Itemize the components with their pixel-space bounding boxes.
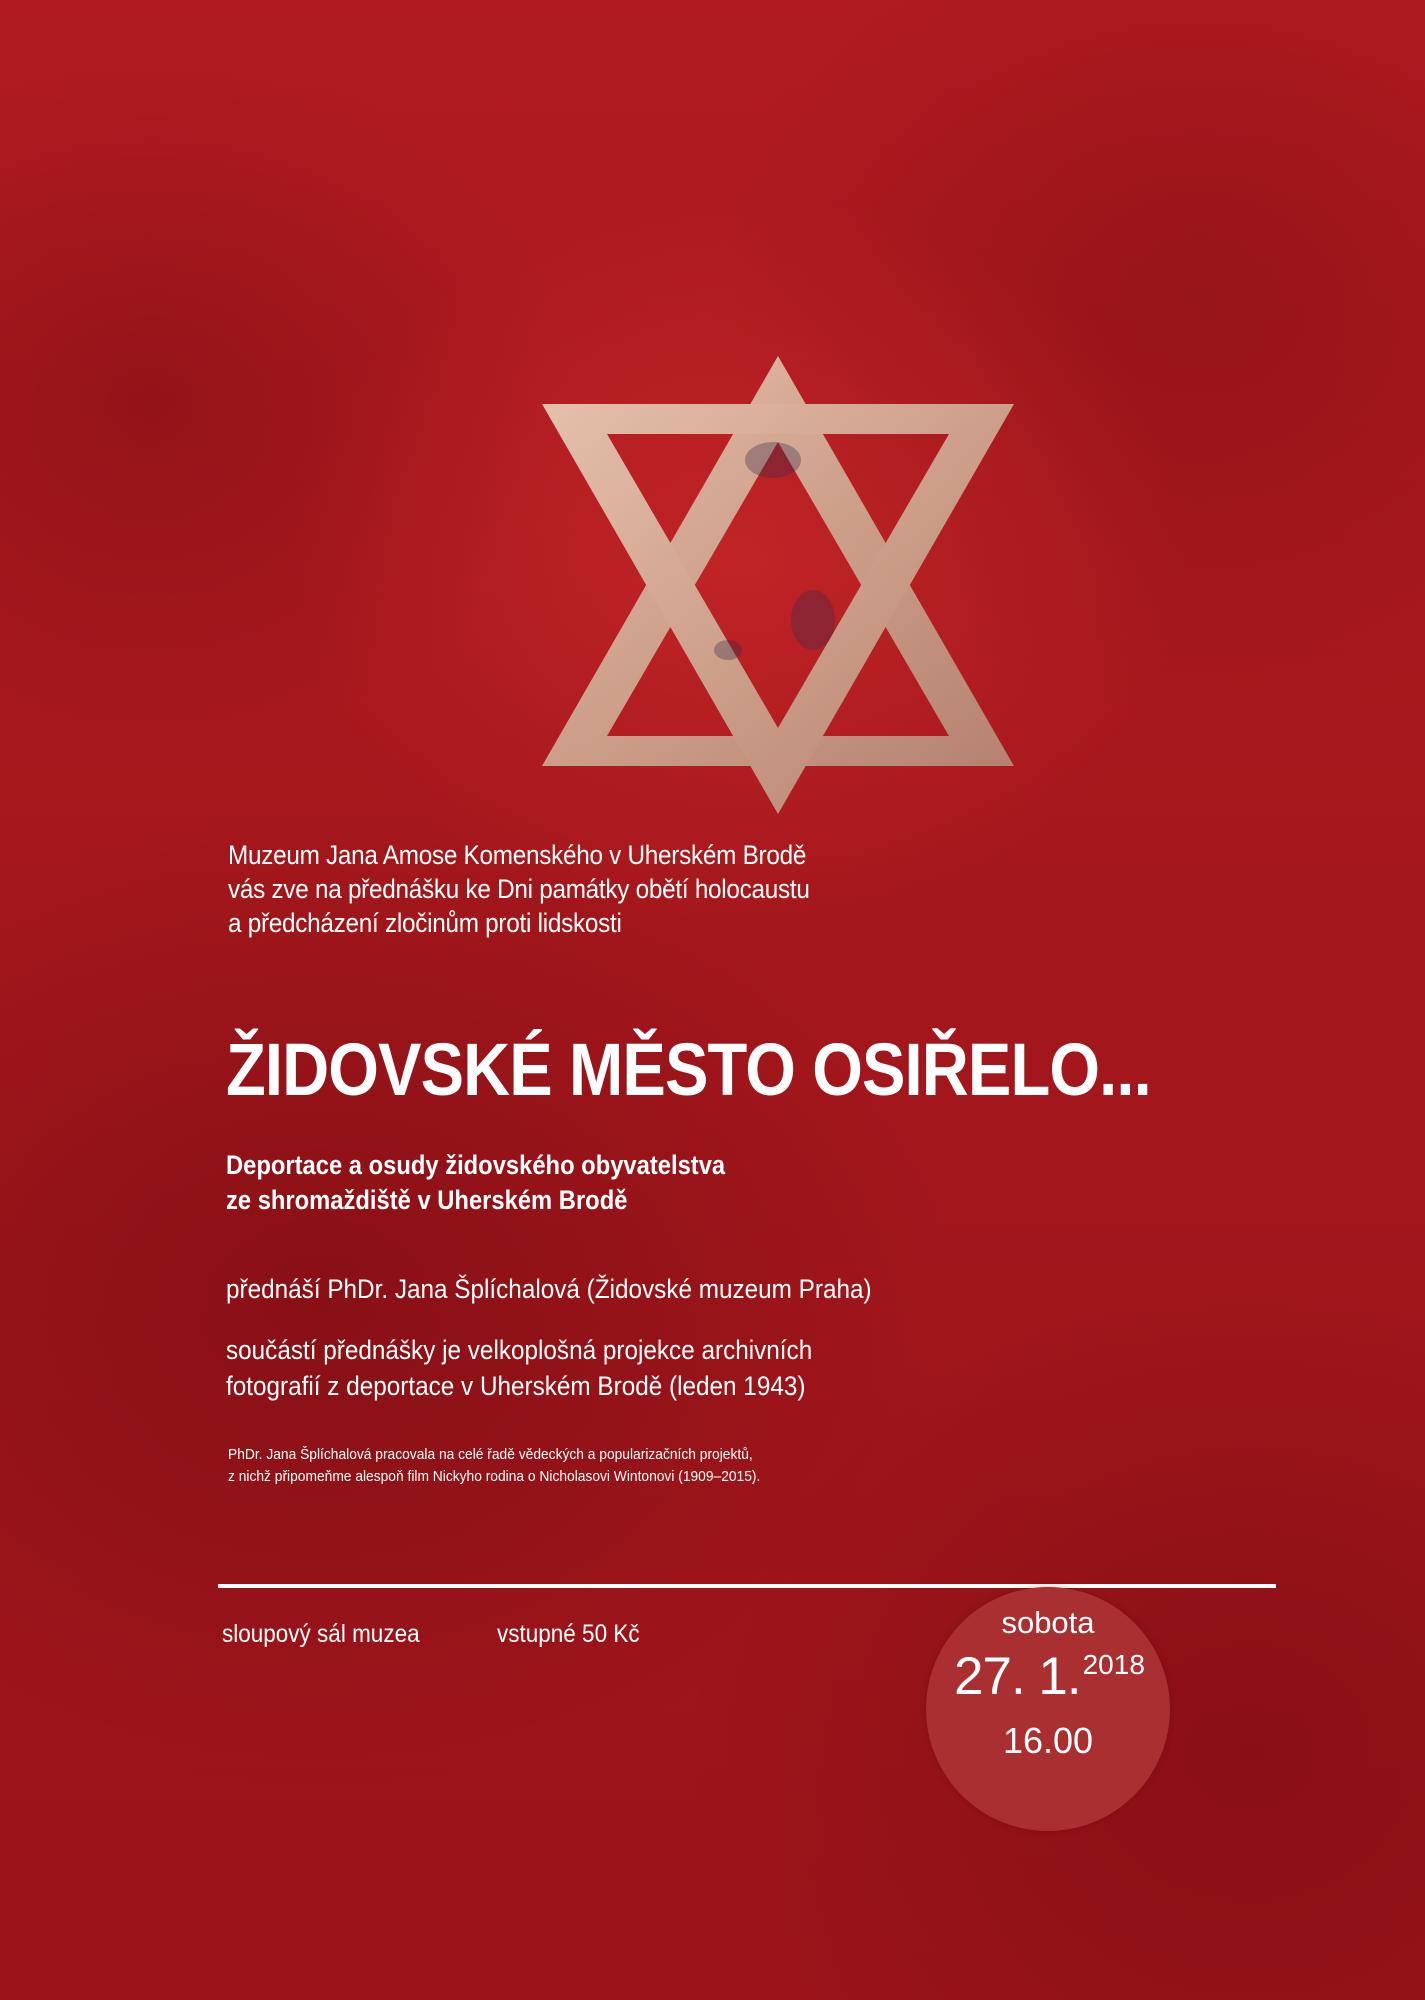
note-line: z nichž připomeňme alespoň film Nickyho rodina o Nicholasovi Wintonovi (1909–2015). (228, 1468, 761, 1485)
event-time: 16.00 (1002, 1720, 1094, 1761)
note-line: PhDr. Jana Šplíchalová pracovala na celé řadě vědeckých a popularizačních projektů, (228, 1446, 753, 1463)
intro-line: a předcházení zločinům proti lidskosti (228, 908, 622, 938)
event-date-line (954, 1645, 1164, 1709)
lecturer-text: přednáší PhDr. Jana Šplíchalová (Židovské muzeum Praha) (226, 1274, 872, 1304)
event-date: 27. 1. (954, 1647, 1081, 1706)
projection-text (226, 1332, 1036, 1404)
venue-text: sloupový sál muzea (222, 1620, 420, 1648)
projection-line: fotografií z deportace v Uherském Brodě (leden 1943) (226, 1371, 806, 1401)
entry-fee-text: vstupné 50 Kč (497, 1620, 640, 1648)
event-title: ŽIDOVSKÉ MĚSTO OSIŘELO... (226, 1028, 1151, 1111)
event-year: 2018 (1082, 1649, 1145, 1680)
event-day: sobota (1001, 1605, 1095, 1640)
intro-text (228, 838, 1038, 940)
projection-line: součástí přednášky je velkoplošná projekce archivních (226, 1335, 813, 1365)
event-subtitle (226, 1148, 1018, 1218)
subtitle-line: Deportace a osudy židovského obyvatelstva (226, 1150, 726, 1180)
subtitle-line: ze shromaždiště v Uherském Brodě (226, 1185, 628, 1215)
lecturer-note (228, 1444, 1056, 1488)
divider-line (218, 1584, 1276, 1588)
intro-line: Muzeum Jana Amose Komenského v Uherském Brodě (228, 840, 807, 870)
intro-line: vás zve na přednášku ke Dni památky obětí holocaustu (228, 874, 810, 904)
date-badge (926, 1587, 1170, 1831)
star-of-david-icon (528, 350, 1028, 820)
